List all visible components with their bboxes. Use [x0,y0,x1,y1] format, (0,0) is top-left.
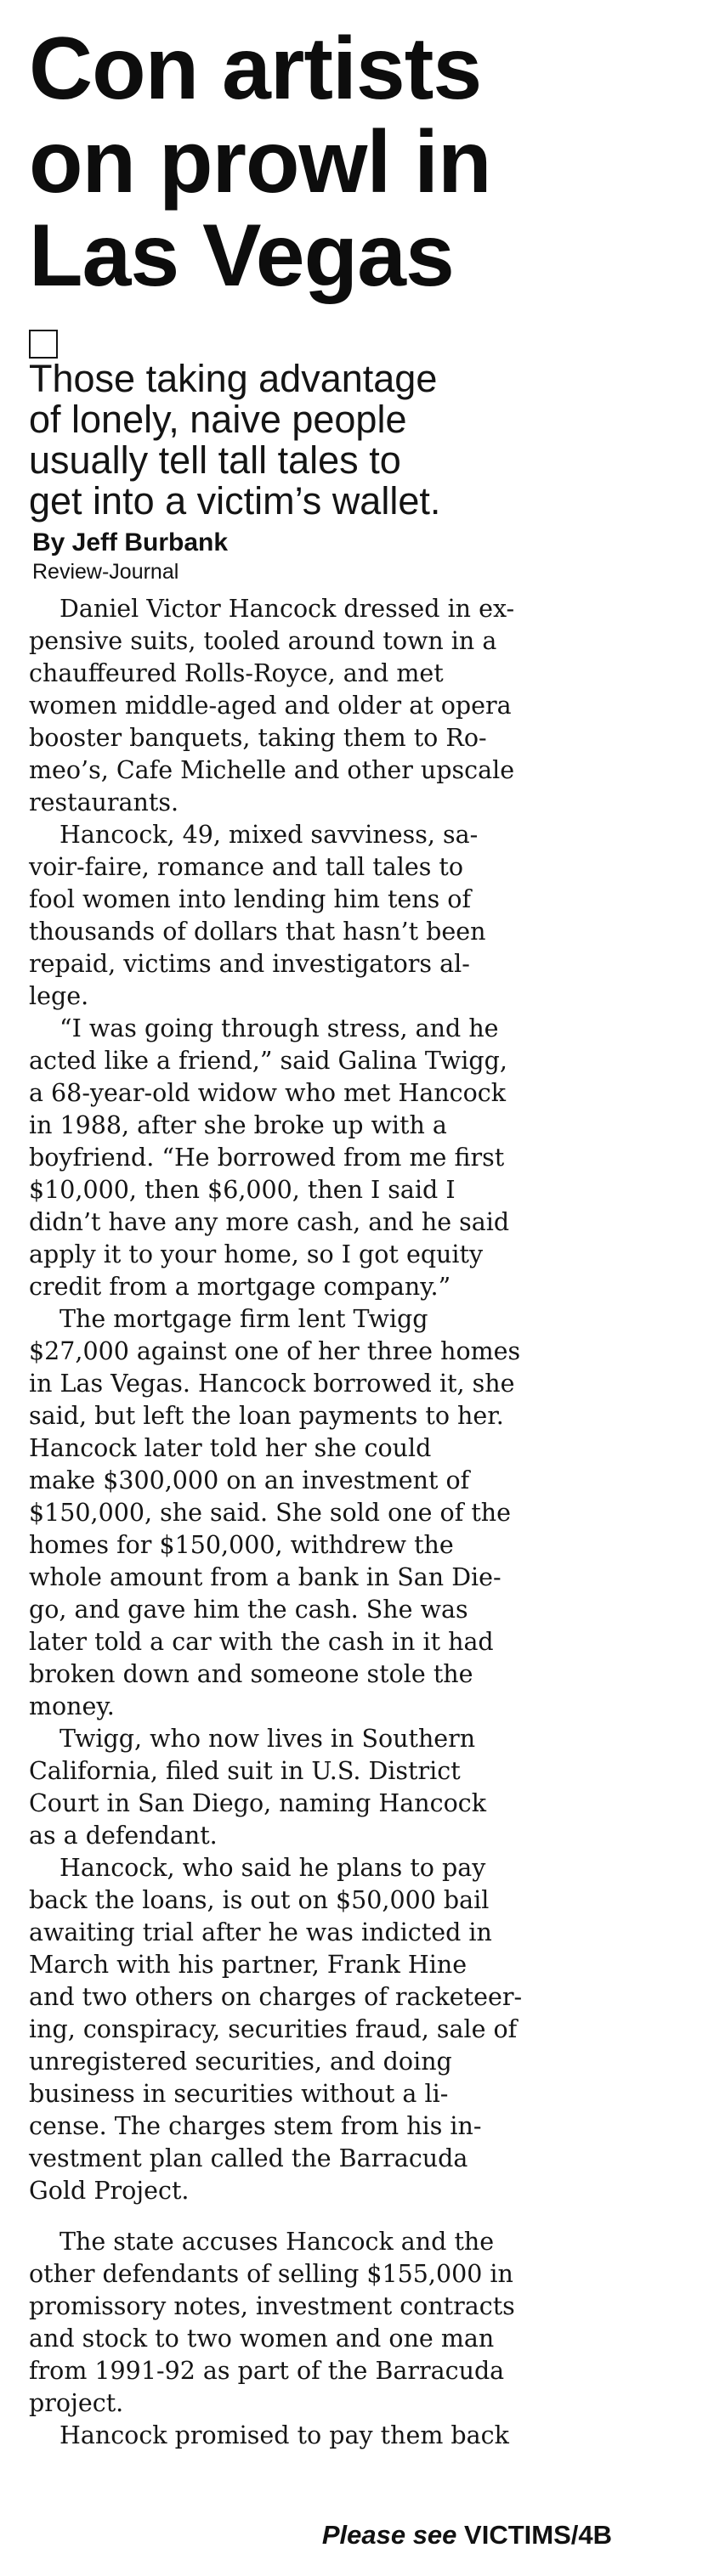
article-line: back the loans, is out on $50,000 bail [29,1886,490,1914]
article-line: “I was going through stress, and he [60,1014,499,1042]
article-line: $27,000 against one of her three homes [29,1337,521,1365]
headline-line: Las Vegas [29,206,454,305]
article-line: cense. The charges stem from his in- [29,2112,482,2140]
article-line: make $300,000 on an investment of [29,1466,470,1494]
article-line: California, filed suit in U.S. District [29,1757,461,1785]
deck-line [29,330,692,399]
article-line: didn’t have any more cash, and he said [29,1208,510,1236]
article-line: project. [29,2389,124,2417]
article-line: Twigg, who now lives in Southern [60,1725,476,1753]
article-line: Hancock later told her she could [29,1434,432,1462]
article-body [29,593,649,2452]
article-line: thousands of dollars that hasn’t been [29,918,486,946]
byline: By Jeff Burbank [32,528,229,556]
byline-source: Review-Journal [32,560,179,584]
article-line: pensive suits, tooled around town in a [29,627,497,655]
article-line: $150,000, she said. She sold one of the [29,1499,511,1527]
article-line: Court in San Diego, naming Hancock [29,1789,486,1817]
article-line: homes for $150,000, withdrew the [29,1531,454,1559]
deck-line: of lonely, naive people [29,398,407,441]
article-paragraph [29,2226,649,2420]
article-line: a 68-year-old widow who met Hancock [29,1079,507,1107]
article-paragraph [29,1723,649,1852]
headline-line: on prowl in [29,113,491,212]
article-line: repaid, victims and investigators al- [29,950,470,978]
article-line: Hancock promised to pay them back [60,2421,509,2449]
article-line: in Las Vegas. Hancock borrowed it, she [29,1370,515,1398]
article-line: women middle-aged and older at opera [29,692,512,720]
deck-line: get into a victim’s wallet. [29,479,441,523]
article-line: later told a car with the cash in it had [29,1628,494,1656]
article-line: boyfriend. “He borrowed from me first [29,1144,505,1172]
article-line: broken down and someone stole the [29,1660,473,1688]
article-line: and two others on charges of racketeer- [29,1983,523,2011]
article-line: Hancock, who said he plans to pay [60,1854,486,1882]
article-line: chauffeured Rolls-Royce, and met [29,659,444,687]
article-line: business in securities without a li- [29,2080,449,2108]
article-paragraph [29,1852,649,2207]
deck-line-text: Those taking advantage [29,357,438,400]
deck-subheadline [29,330,692,522]
article-line: go, and gave him the cash. She was [29,1596,468,1624]
article-line: from 1991-92 as part of the Barracuda [29,2357,505,2385]
article-line: acted like a friend,” said Galina Twigg, [29,1047,507,1075]
article-line: credit from a mortgage company.” [29,1273,451,1301]
article-line: Gold Project. [29,2177,190,2205]
article-line: in 1988, after she broke up with a [29,1111,447,1139]
article-line: voir-faire, romance and tall tales to [29,853,464,881]
article-line: The mortgage firm lent Twigg [60,1305,428,1333]
headline-line: Con artists [29,20,482,118]
article-line: booster banquets, taking them to Ro- [29,724,487,752]
article-line: said, but left the loan payments to her. [29,1402,504,1430]
article-paragraph [29,2420,649,2452]
article-line: lege. [29,982,89,1010]
jump-target: VICTIMS/4B [464,2520,612,2550]
headline [29,20,692,305]
article-line: meo’s, Cafe Michelle and other upscale [29,756,515,784]
article-line: unregistered securities, and doing [29,2048,452,2076]
checkbox-square-icon [29,330,58,359]
article-line: whole amount from a bank in San Die- [29,1563,502,1591]
jump-prefix: Please see [321,2520,465,2550]
article-line: as a defendant. [29,1822,218,1850]
jump-line [322,2520,612,2551]
article-paragraph [29,593,649,819]
deck-line: usually tell tall tales to [29,438,401,482]
article-line: and stock to two women and one man [29,2325,495,2353]
article-line: $10,000, then $6,000, then I said I [29,1176,456,1204]
article-line: money. [29,1692,115,1720]
article-line: restaurants. [29,788,179,816]
article-line: other defendants of selling $155,000 in [29,2260,513,2288]
article-line: The state accuses Hancock and the [60,2228,495,2256]
article-line: Hancock, 49, mixed savviness, sa- [60,821,479,849]
article-line: promissory notes, investment contracts [29,2292,515,2320]
paragraph-gap [29,2207,649,2226]
article-paragraph [29,1303,649,1723]
article-line: March with his partner, Frank Hine [29,1951,468,1979]
article-line: Daniel Victor Hancock dressed in ex- [60,595,515,623]
article-line: ing, conspiracy, securities fraud, sale of [29,2015,518,2043]
article-line: vestment plan called the Barracuda [29,2144,468,2172]
article-line: fool women into lending him tens of [29,885,472,913]
article-paragraph [29,819,649,1013]
article-line: apply it to your home, so I got equity [29,1240,484,1268]
article-line: awaiting trial after he was indicted in [29,1918,492,1946]
article-paragraph [29,1013,649,1303]
